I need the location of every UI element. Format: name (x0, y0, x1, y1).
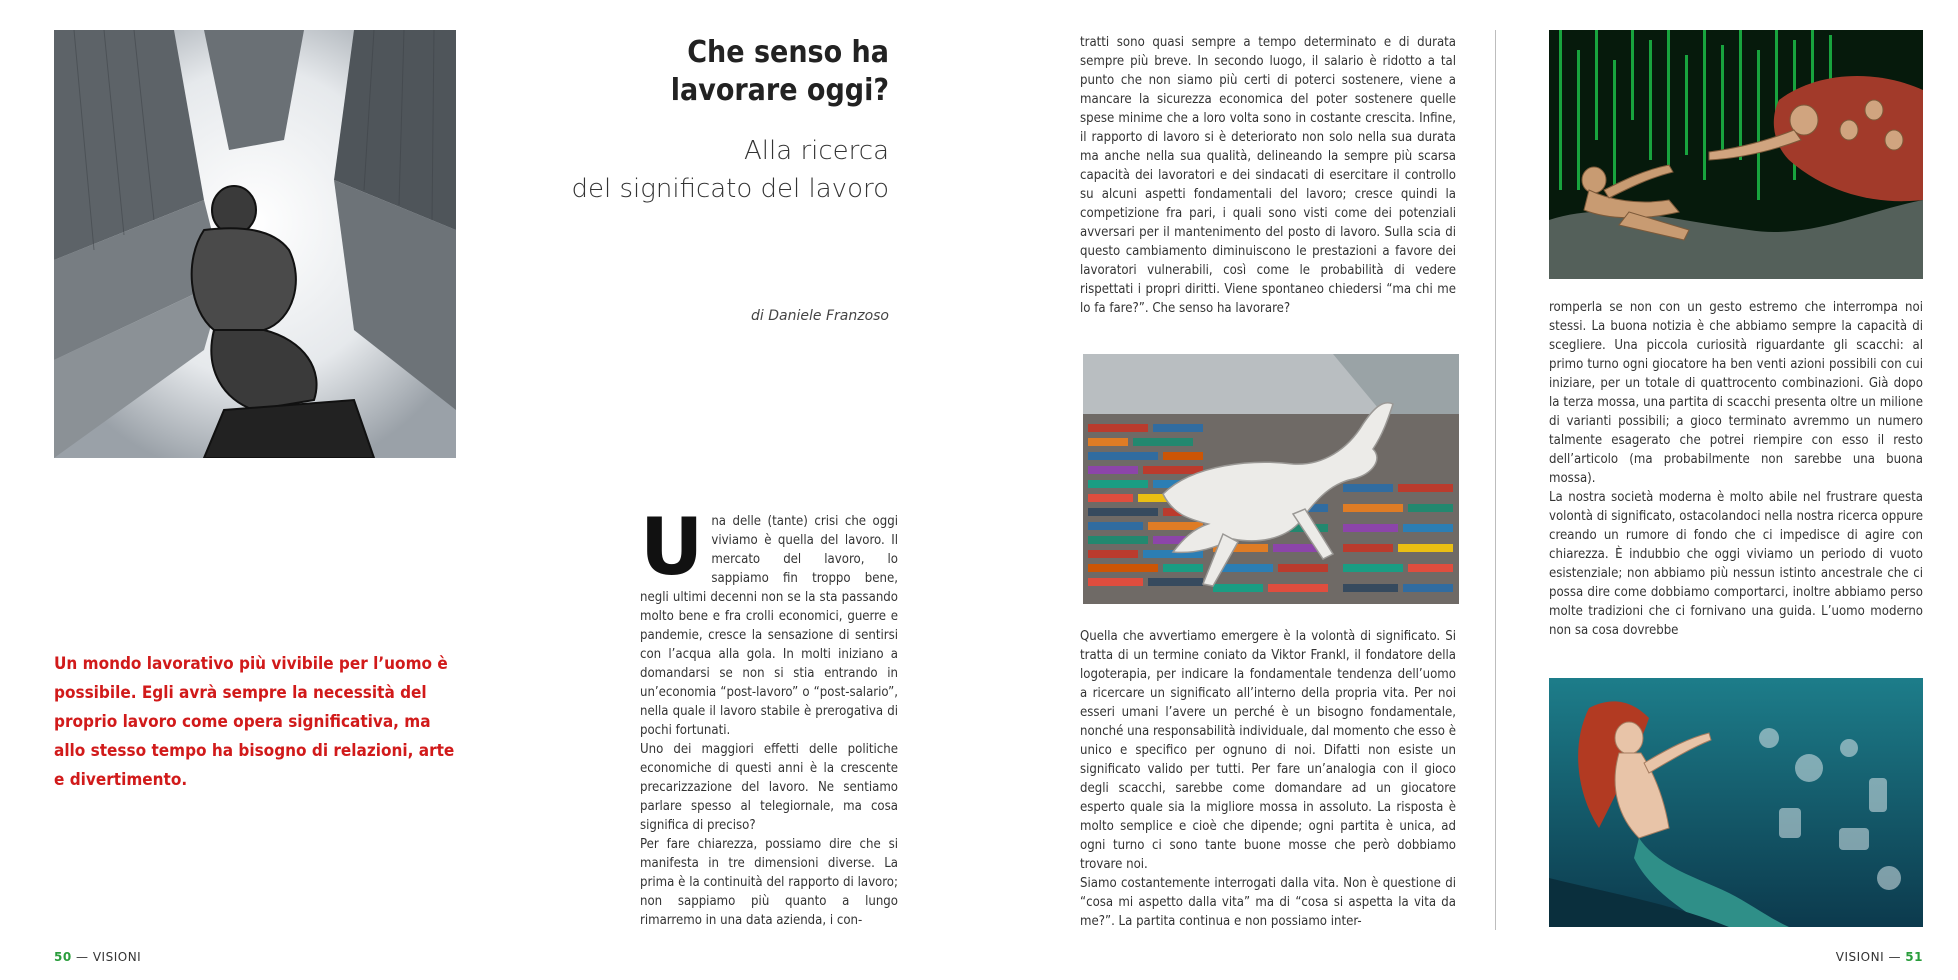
paragraph: romperla se non con un gesto estremo che interrompa noi stessi. La buona notizia è che abbiamo sempre la capacità di scegliere. Una piccola curiosità riguardante gli scacchi: al primo turno ogni giocatore ha ben venti azioni possibili con cui iniziare, per un totale di quattrocento combinazioni. Già dopo la terza mossa, una partita di scacchi presenta oltre un milione di varianti possibili; a gioco terminato avremmo un numero talmente esagerato che potrei riempire con esso il resto dell’articolo (ma probabilmente non sarebbe una buona mossa). (1549, 300, 1923, 486)
article-title (469, 34, 889, 110)
horse-container-port-image (1083, 354, 1459, 604)
section-label: — VISIONI (76, 950, 142, 964)
title-line-2: lavorare oggi? (670, 73, 889, 108)
paragraph: Quella che avvertiamo emergere è la volontà di significato. Si tratta di un termine coniato da Viktor Frankl, il fondatore della logoterapia, per indicare la fondamentale tendenza dell’uomo a ricercare un significato all’interno della propria vita. Per noi esseri umani l’avere un perché è un bisogno fondamentale, nonché una responsabilità individuale, dal momento che esso è unico e specifico per ognuno di noi. Difatti non esiste un significato valido per tutti. Per fare un’analogia con il gioco degli scacchi, sarebbe come domandare ad un giocatore esperto quale sia la migliore mossa in assoluto. La risposta è molto semplice e cioè che dipende; ogni partita è unica, ad ogni turno ci sono tante buone mosse che però dobbiamo trovare noi. (1080, 629, 1457, 872)
body-column-3 (1549, 298, 1923, 640)
page-number-left (54, 950, 141, 964)
paragraph: Per fare chiarezza, possiamo dire che si manifesta in tre dimensioni diverse. La prima è la continuità del rapporto di lavoro; non sappiamo più quanto a lungo rimarremo in una data azienda, i con- (640, 837, 898, 928)
byline: di Daniele Franzoso (751, 308, 889, 324)
article-subtitle (469, 132, 889, 208)
paragraph: Uno dei maggiori effetti delle politiche economiche di questi anni è la crescente precarizzazione del lavoro. Ne sentiamo parlare spesso al telegiornale, ma cosa significa di preciso? (640, 742, 898, 833)
body-column-1 (640, 503, 898, 930)
subtitle-line-2: del significato del lavoro (571, 174, 889, 204)
underwater-mermaid-image (1549, 678, 1923, 927)
page-number-right (1836, 950, 1923, 964)
title-line-1: Che senso ha (687, 35, 889, 70)
page-number: 50 (54, 950, 72, 964)
drop-cap: U (640, 503, 704, 593)
body-column-2-top (1080, 33, 1456, 318)
body-column-2-bottom (1080, 627, 1456, 931)
section-label: VISIONI — (1835, 950, 1901, 964)
pull-quote: Un mondo lavorativo più vivibile per l’uomo è possibile. Egli avrà sempre la necessità del proprio lavoro come opera significativa, ma allo stesso tempo ha bisogno di relazioni, arte e divertimento. (54, 654, 455, 790)
creation-of-adam-matrix-image (1549, 30, 1923, 279)
paragraph: La nostra società moderna è molto abile nel frustrare questa volontà di significato, ostacolandoci nella nostra ricerca oppure creando un rumore di fondo che ci impedisce di agire con chiarezza. È indubbio che oggi viviamo un periodo di vuoto esistenziale; non abbiamo più nessun istinto ancestrale che ci possa dire come dobbiamo comportarci, inoltre abbiamo perso molte tradizioni che ci fornivano una guida. L’uomo moderno non sa cosa dovrebbe (1549, 490, 1923, 638)
paragraph: tratti sono quasi sempre a tempo determinato e di durata sempre più breve. In secondo luogo, il salario è ridotto a tal punto che non siamo più certi di poterci sostenere, viene a mancare la sicurezza economica del poter sostenere quelle spese minime che a loro volta sono in costante crescita. Infine, il rapporto di lavoro si è deteriorato non solo nella sua durata ma anche nella sua qualità, delineando la sempre più scarsa capacità dei lavoratori e dei sindacati di esercitare il controllo su alcuni aspetti fondamentali del lavoro; cresce quindi la competizione fra pari, i quali sono visti come dei potenziali avversari per il mantenimento del posto di lavoro. Sulla scia di questo cambiamento diminuiscono le prestazioni a favore dei lavoratori vulnerabili, così come le probabilità di vedere rispettati i propri diritti. Viene spontaneo chiedersi “ma chi me lo fa fare?”. Che senso ha lavorare? (1080, 35, 1456, 316)
subtitle-line-1: Alla ricerca (744, 136, 889, 166)
paragraph: na delle (tante) crisi che oggi viviamo è quella del lavoro. Il mercato del lavoro, lo sappiamo fin troppo bene, negli ultimi decenni non se la sta passando molto bene e fra crolli economici, guerre e pandemie, cresce la sensazione di sentirsi con l’acqua alla gola. In molti iniziano a domandarsi se non si stia entrando in un’economia “post-lavoro” o “post-salario”, nella quale il lavoro stabile è prerogativa di pochi fortunati. (640, 514, 898, 738)
column-divider (1495, 30, 1496, 930)
paragraph: Siamo costantemente interrogati dalla vita. Non è questione di “cosa mi aspetto dalla vita” ma di “cosa si aspetta la vita da me?”. La partita continua e non possiamo inter- (1080, 876, 1456, 929)
thinker-skyscrapers-image (54, 30, 456, 458)
page-number: 51 (1905, 950, 1923, 964)
